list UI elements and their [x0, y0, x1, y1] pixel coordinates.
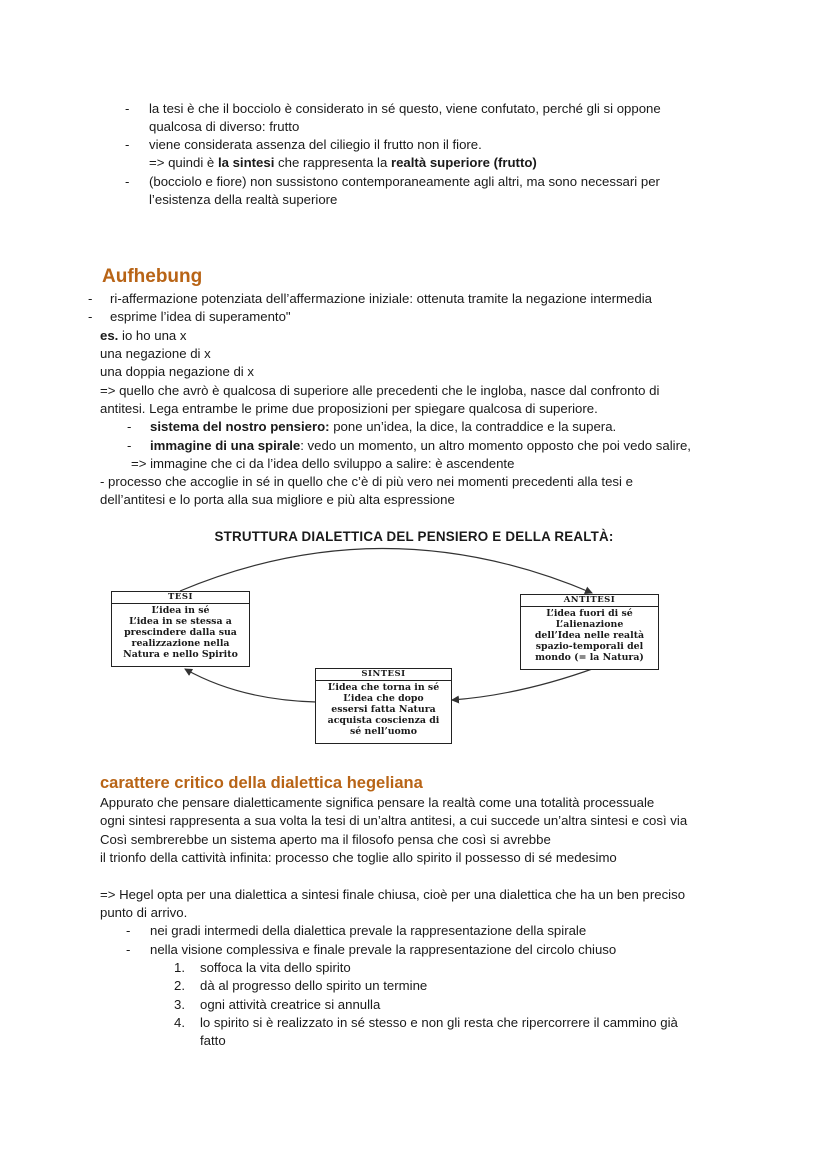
bullet-dash: -	[127, 419, 132, 434]
tesi-label: TESI	[112, 592, 249, 604]
spiral-arrow-line: => immagine che ci da l’idea dello sviluppo a salire: è ascendente	[131, 456, 515, 471]
list-item: soffoca la vita dello spirito	[200, 960, 351, 975]
list-item: lo spirito si è realizzato in sé stesso e non gli resta che ripercorrere il cammino già	[200, 1015, 678, 1030]
arc-tesi-to-antitesi	[180, 548, 592, 593]
critico-heading: carattere critico della dialettica hegeliana	[100, 774, 423, 792]
list-item: ogni attività creatrice si annulla	[200, 997, 381, 1012]
example-line: es. io ho una x	[100, 328, 187, 343]
bullet-dash: -	[88, 309, 93, 324]
list-item: dà al progresso dello spirito un termine	[200, 978, 428, 993]
intro-bullet-1-line-1: la tesi è che il bocciolo è considerato in sé questo, viene confutato, perché gli si oppone	[149, 101, 661, 116]
arc-antitesi-to-sintesi	[452, 668, 595, 700]
list-number: 3.	[174, 997, 185, 1012]
sintesi-label: SINTESI	[316, 669, 451, 681]
critico-paragraph-line-4: il trionfo della cattività infinita: processo che toglie allo spirito il possesso di sé medesimo	[100, 850, 617, 865]
sub-point-spiral: immagine di una spirale: vedo un momento, un altro momento opposto che poi vedo salire,	[150, 438, 691, 453]
critico-paragraph-line-3: Così sembrerebbe un sistema aperto ma il filosofo pensa che così si avrebbe	[100, 832, 551, 847]
critico-paragraph-line-2: ogni sintesi rappresenta a sua volta la tesi di un’altra antitesi, a cui succede un’altra sintesi e così via	[100, 813, 688, 828]
conclusion-line-2: antitesi. Lega entrambe le prime due proposizioni per spiegare qualcosa di superiore.	[100, 401, 598, 416]
sintesi-description: L’idea che torna in sé L’idea che dopo essersi fatta Natura acquista coscienza di sé nell’uomo	[327, 682, 440, 737]
critico-paragraph-line-1: Appurato che pensare dialetticamente significa pensare la realtà come una totalità processuale	[100, 795, 655, 810]
intro-bullet-2-line-1: viene considerata assenza del ciliegio il frutto non il fiore.	[149, 137, 482, 152]
critico-paragraph-line-5: => Hegel opta per una dialettica a sintesi finale chiusa, cioè per una dialettica che ha un ben preciso	[100, 887, 686, 902]
process-line-1: - processo che accoglie in sé in quello che c’è di più vero nei momenti precedenti alla tesi e	[100, 474, 633, 489]
tesi-box	[111, 591, 250, 667]
antitesi-label: ANTITESI	[521, 595, 658, 607]
intro-bullet-3-line-2: l’esistenza della realtà superiore	[149, 192, 338, 207]
list-number: 1.	[174, 960, 185, 975]
critico-point-circle: nella visione complessiva e finale prevale la rappresentazione del circolo chiuso	[150, 942, 617, 957]
negation-line: una negazione di x	[100, 346, 211, 361]
bullet-dash: -	[125, 137, 130, 152]
aufhebung-point-2: esprime l’idea di superamento"	[110, 309, 291, 324]
bullet-dash: -	[125, 174, 130, 189]
bullet-dash: -	[126, 942, 131, 957]
intro-bullet-3-line-1: (bocciolo e fiore) non sussistono contemporaneamente agli altri, ma sono necessari per	[149, 174, 660, 189]
aufhebung-heading: Aufhebung	[102, 266, 203, 287]
aufhebung-point-1: ri-affermazione potenziata dell’affermazione iniziale: ottenuta tramite la negazione intermedia	[110, 291, 652, 306]
arc-sintesi-to-tesi	[185, 669, 316, 702]
process-line-2: dell’antitesi e lo porta alla sua migliore e più alta espressione	[100, 492, 455, 507]
diagram-title: STRUTTURA DIALETTICA DEL PENSIERO E DELLA REALTÀ:	[214, 529, 614, 544]
critico-point-spiral: nei gradi intermedi della dialettica prevale la rappresentazione della spirale	[150, 923, 587, 938]
sub-point-thought-system: sistema del nostro pensiero: pone un’idea, la dice, la contraddice e la supera.	[150, 419, 617, 434]
bullet-dash: -	[88, 291, 93, 306]
conclusion-line-1: => quello che avrò è qualcosa di superiore alle precedenti che le ingloba, nasce dal confronto di	[100, 383, 660, 398]
list-number: 2.	[174, 978, 185, 993]
antitesi-box	[520, 594, 659, 670]
list-item-continuation: fatto	[200, 1033, 226, 1048]
tesi-description: L’idea in sé L’idea in se stessa a prescindere dalla sua realizzazione nella Natura e nello Spirito	[123, 605, 238, 660]
intro-bullet-1-line-2: qualcosa di diverso: frutto	[149, 119, 300, 134]
critico-paragraph-line-6: punto di arrivo.	[100, 905, 188, 920]
sintesi-box	[315, 668, 452, 744]
dialectic-diagram	[0, 525, 828, 755]
bullet-dash: -	[127, 438, 132, 453]
double-negation-line: una doppia negazione di x	[100, 364, 254, 379]
bullet-dash: -	[126, 923, 131, 938]
intro-bullet-2-line-2: => quindi è la sintesi che rappresenta la realtà superiore (frutto)	[149, 155, 537, 170]
list-number: 4.	[174, 1015, 185, 1030]
bullet-dash: -	[125, 101, 130, 116]
antitesi-description: L’idea fuori di sé L’alienazione dell’Idea nelle realtà spazio-temporali del mondo (= la Natura)	[534, 608, 645, 663]
